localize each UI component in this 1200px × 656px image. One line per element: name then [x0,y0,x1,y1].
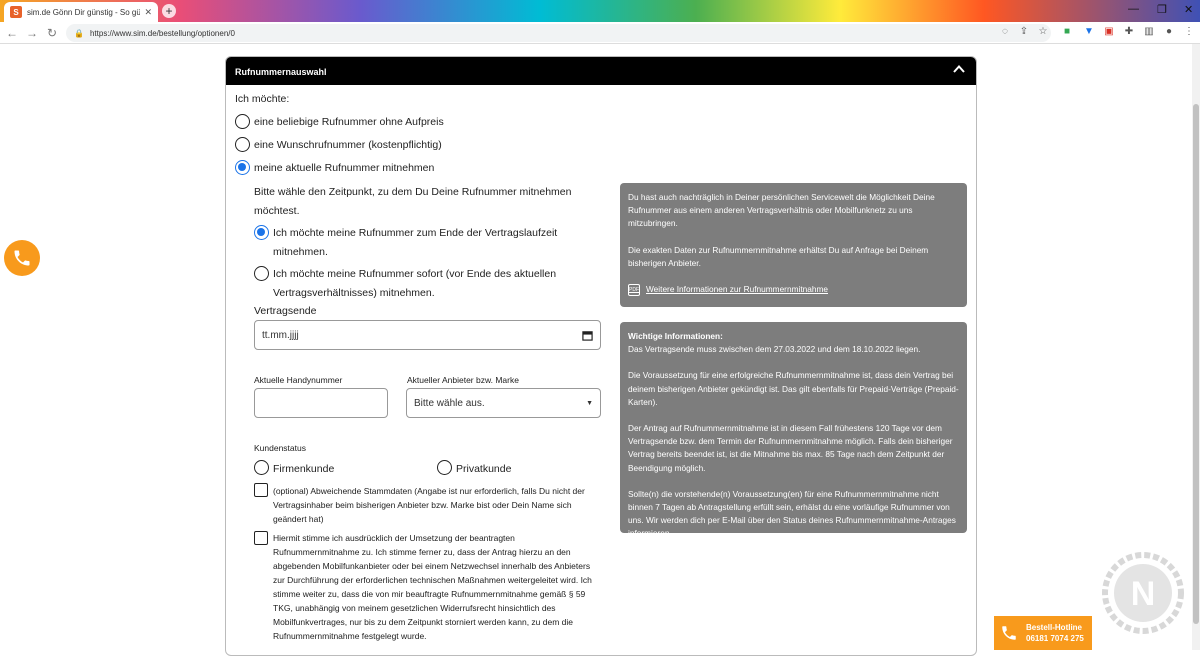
optional-data-text [273,484,603,526]
share-icon[interactable]: ⇪ [1019,26,1029,37]
order-hotline-button[interactable] [994,616,1092,650]
info-box-servicewelt [620,183,967,307]
timing-option2-line1: Ich möchte meine Rufnummer sofort (vor Ende des aktuellen [273,268,557,280]
url-text: https://www.sim.de/bestellung/optionen/0 [89,28,235,38]
consent-line: Rufnummernmitnahme zu. Ich stimme ferner zu, dass der Antrag hierzu an den [273,547,571,557]
lock-icon: 🔒 [74,28,84,38]
info2-heading: Wichtige Informationen: [628,331,723,341]
watermark-letter: N [1130,575,1156,613]
consent-line: zur Durchführung der erforderlichen technischen Maßnahmen weitergeleitet wird. Ich [273,575,592,585]
timing-option1-line1: Ich möchte meine Rufnummer zum Ende der Vertragslaufzeit [273,227,558,239]
bookmark-star-icon[interactable]: ☆ [1038,26,1048,37]
radio-keep-number[interactable] [235,160,250,175]
panel-header[interactable] [226,57,976,85]
radio-business-customer[interactable] [254,460,269,475]
option-any-number-label: eine beliebige Rufnummer ohne Aufpreis [254,116,444,128]
customer-status-label: Kundenstatus [254,443,306,453]
hotline-label: Bestell-Hotline [1026,623,1083,632]
provider-label: Aktueller Anbieter bzw. Marke [407,375,519,385]
hotline-phone-icon [1000,624,1018,642]
consent-line: TKG, unabhängig von meinem gesetzlichen Widerrufsrecht hinsichtlich des [273,603,556,613]
provider-selected: Bitte wähle aus. [414,397,485,409]
optional-data-line: (optional) Abweichende Stammdaten (Angabe ist nur erforderlich, falls Du nicht der [273,486,585,496]
favicon-icon: S [10,6,22,18]
close-window-icon[interactable]: ✕ [1184,4,1194,16]
phone-number-input[interactable] [254,388,388,418]
close-tab-icon[interactable]: ✕ [144,6,152,17]
scrollbar-thumb[interactable] [1193,104,1199,624]
info2-paragraph: Sollte(n) die vorstehende(n) Voraussetzung(en) für eine Rufnummernmitnahme nicht binnen 7 Tagen ab Antragstellung erfüllt sein, erhälst du eine vorläufige Rufnummer von uns. Wir werden dich per E-Mail über den Status deines Rufnummernmitnahme-Antrages informieren. [628,488,956,539]
extension-play-icon[interactable]: ▣ [1104,26,1114,37]
radio-immediately[interactable] [254,266,269,281]
back-icon[interactable]: ← [6,25,18,40]
radio-wish-number[interactable] [235,137,250,152]
address-bar[interactable] [66,24,1051,42]
radio-any-number[interactable] [235,114,250,129]
info2-date-range: Das Vertragsende muss zwischen dem 27.03.2022 und dem 18.10.2022 liegen. [628,344,921,355]
info2-paragraph: Der Antrag auf Rufnummernmitnahme ist in diesem Fall frühestens 120 Tage vor dem Vertragsende bzw. dem Termin der Rufnummernmitnahme möglich. Falls dein bisheriger Vertrag bereits beendet ist, ist die Mitnahme bis max. 85 Tage nach dem Zeitpunkt der Beendigung möglich. [628,423,953,473]
option-keep-number-label: meine aktuelle Rufnummer mitnehmen [254,162,435,174]
chevron-up-icon[interactable] [952,62,966,76]
browser-tab[interactable] [4,2,158,22]
consent-line: Rufnummernmitnahme festgelegt wurde. [273,631,427,641]
info2-intro [628,330,959,356]
private-customer-label: Privatkunde [456,463,512,475]
radio-end-of-contract[interactable] [254,225,269,240]
info1-link-text: Weitere Informationen zur Rufnummernmitnahme [646,284,828,295]
timing-option2-line2: Vertragsverhältnisses) mitnehmen. [273,287,435,299]
consent-checkbox[interactable] [254,531,268,545]
phone-number-label: Aktuelle Handynummer [254,375,343,385]
consent-line: Mobilfunkvertrages, nur bis zu dem Zeitpunkt storniert werden kann, zu dem die [273,617,574,627]
choice-prompt: Ich möchte: [235,93,290,105]
extensions-puzzle-icon[interactable]: ✚ [1124,26,1134,37]
dropdown-arrow-icon: ▼ [586,399,593,407]
contract-end-label: Vertragsende [254,305,317,317]
contract-end-date-input[interactable] [254,320,601,350]
timing-prompt-line1: Bitte wähle den Zeitpunkt, zu dem Du Deine Rufnummer mitnehmen [254,186,572,198]
consent-line: abgebenden Mobilfunkanbieter oder bei einem Netzwechsel innerhalb des Anbieters [273,561,591,571]
provider-select[interactable] [406,388,601,418]
info-box-important [620,322,967,539]
eye-off-icon[interactable]: ◌ [1002,26,1008,37]
info1-link[interactable] [628,283,959,296]
profile-icon[interactable]: ● [1165,26,1173,37]
browser-toolbar [0,22,1200,44]
consent-line: stimme weiter zu, dass die von mir beauftragte Rufnummernmitnahme gemäß § 59 [273,589,586,599]
contract-end-placeholder: tt.mm.jjjj [262,329,299,341]
section-title: Rufnummernauswahl [235,67,327,77]
watermark-logo [1102,552,1184,634]
sidebar-icon[interactable]: ▥ [1144,26,1154,37]
info1-paragraph: Die exakten Daten zur Rufnummernmitnahme erhältst Du auf Anfrage bei Deinem bisherigen Anbieter. [628,244,929,268]
minimize-icon[interactable]: — [1128,3,1139,15]
phone-float-button[interactable] [4,240,40,276]
optional-data-line: geändert hat) [273,514,324,524]
calendar-icon[interactable] [582,330,593,341]
optional-data-line: Vertragsinhaber beim bisherigen Anbieter bzw. Marke bist oder Dein Name sich [273,500,572,510]
pdf-icon: PDF [628,284,640,296]
tab-title: sim.de Gönn Dir günstig - So gü [27,7,141,17]
extension-g-icon[interactable]: ■ [1063,26,1071,37]
option-wish-number-label: eine Wunschrufnummer (kostenpflichtig) [254,139,442,151]
radio-private-customer[interactable] [437,460,452,475]
forward-icon[interactable]: → [26,25,38,40]
timing-prompt-line2: möchtest. [254,205,300,217]
phone-icon [12,248,32,268]
menu-icon[interactable]: ⋮ [1184,26,1194,37]
timing-option1-line2: mitnehmen. [273,246,328,258]
hotline-number: 06181 7074 275 [1026,634,1084,643]
business-customer-label: Firmenkunde [273,463,335,475]
maximize-icon[interactable]: ❐ [1157,4,1167,16]
new-tab-icon[interactable]: + [162,4,176,18]
browser-tabbar [0,0,1200,22]
reload-icon[interactable]: ↻ [46,25,58,40]
optional-data-checkbox[interactable] [254,483,268,497]
consent-text [273,531,603,643]
info1-paragraph: Du hast auch nachträglich in Deiner persönlichen Servicewelt die Möglichkeit Deine Rufnummer aus einem anderen Vertragsverhältnis oder Mobilfunknetz zu uns mitzubringen. [628,192,935,229]
consent-line: Hiermit stimme ich ausdrücklich der Umsetzung der beantragten [273,533,515,543]
info2-paragraph: Die Voraussetzung für eine erfolgreiche Rufnummernmitnahme ist, dass dein Vertrag bei deinem bisherigen Anbieter gekündigt ist. Das gilt ebenfalls für Prepaid-Verträge (Prepaid-Karten). [628,370,959,407]
extension-v-icon[interactable]: ▼ [1084,26,1094,37]
